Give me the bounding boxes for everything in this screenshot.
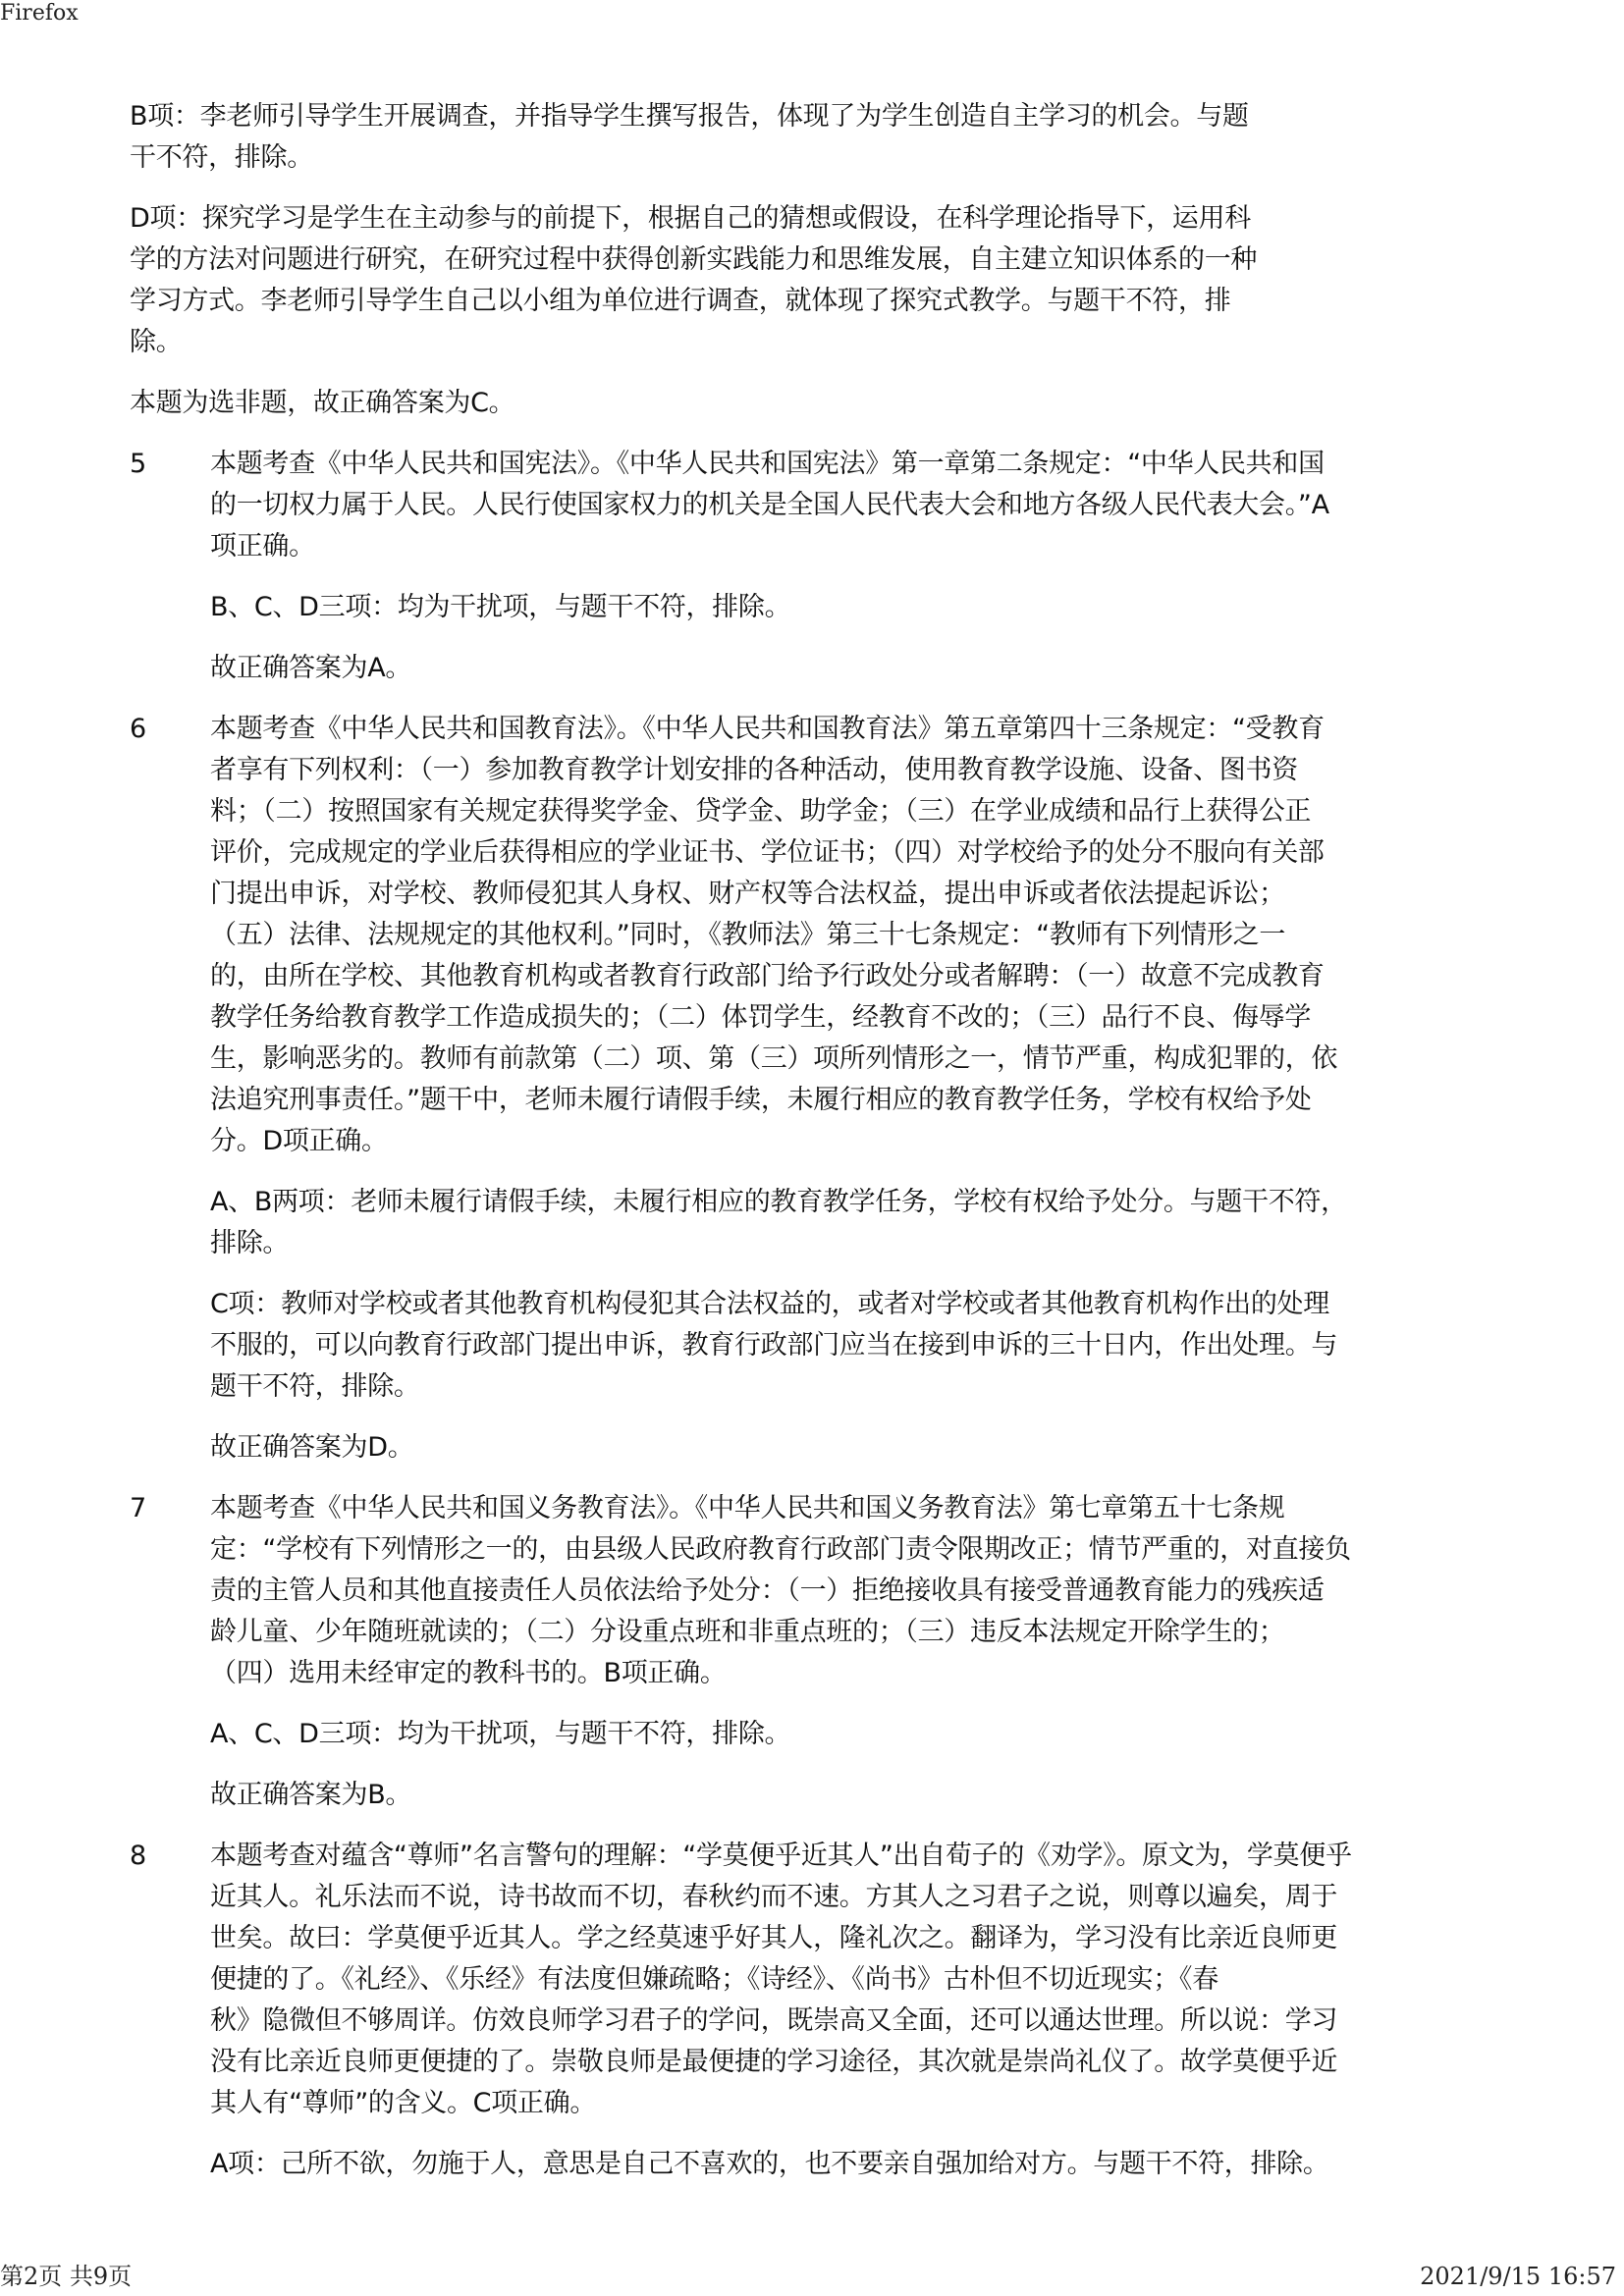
option-analysis: A、C、D三项：均为干扰项，与题干不符，排除。 (210, 1719, 791, 1749)
question-item-5 (130, 444, 1465, 689)
paragraph-answer-c: 本题为选非题，故正确答案为C。 (130, 388, 515, 418)
paragraph-option-b: B项：李老师引导学生开展调查，并指导学生撰写报告，体现了为学生创造自主学习的机会。与题 干不符，排除。 (130, 101, 1249, 173)
paragraph-option-d: D项：探究学习是学生在主动参与的前提下，根据自己的猜想或假设，在科学理论指导下，运用科 学的方法对问题进行研究，在研究过程中获得创新实践能力和思维发展，自主建立知识体系的一种 学习方式。李老师引导学生自己以小组为单位进行调查，就体现了探究式教学。与题干不符，排 除。 (130, 203, 1258, 357)
browser-title: Firefox (0, 1, 79, 26)
question-item-8 (130, 1836, 1465, 2185)
question-explanation: 本题考查《中华人民共和国义务教育法》。《中华人民共和国义务教育法》第七章第五十七条规 定：“学校有下列情形之一的，由县级人民政府教育行政部门责令限期改正；情节严重的，对直接负 责的主管人员和其他直接责任人员依法给予处分：（一）拒绝接收具有接受普通教育能力的残疾适 龄儿童、少年随班就读的；（二）分设重点班和非重点班的；（三）违反本法规定开除学生的； （四）选用未经审定的教科书的。B项正确。 (210, 1493, 1351, 1688)
print-timestamp: 2021/9/15 16:57 (1420, 2263, 1616, 2290)
document-body (130, 96, 1465, 2205)
option-analysis: A项：己所不欲，勿施于人，意思是自己不喜欢的，也不要亲自强加给对方。与题干不符，排除。 (210, 2149, 1329, 2179)
option-analysis: B、C、D三项：均为干扰项，与题干不符，排除。 (210, 592, 791, 622)
question-number: 5 (130, 449, 147, 479)
answer-line: 故正确答案为D。 (210, 1432, 414, 1463)
question-explanation: 本题考查《中华人民共和国宪法》。《中华人民共和国宪法》第一章第二条规定：“中华人民共和国 的一切权力属于人民。人民行使国家权力的机关是全国人民代表大会和地方各级人民代表大会。”A 项正确。 (210, 449, 1329, 561)
question-item-7 (130, 1488, 1465, 1816)
answer-line: 故正确答案为A。 (210, 653, 412, 683)
question-number: 6 (130, 714, 147, 744)
option-analysis: A、B两项：老师未履行请假手续，未履行相应的教育教学任务，学校有权给予处分。与题干不符， 排除。 (210, 1187, 1347, 1258)
question-explanation: 本题考查对蕴含“尊师”名言警句的理解：“学莫便乎近其人”出自荀子的《劝学》。原文为，学莫便乎 近其人。礼乐法而不说，诗书故而不切，春秋约而不速。方其人之习君子之说，则尊以遍矣，周于 世矣。故曰：学莫便乎近其人。学之经莫速乎好其人，隆礼次之。翻译为，学习没有比亲近良师更 便捷的了。《礼经》、《乐经》有法度但嫌疏略；《诗经》、《尚书》古朴但不切近现实；《春 秋》隐微但不够周详。仿效良师学习君子的学问，既崇高又全面，还可以通达世理。所以说：学习 没有比亲近良师更便捷的了。崇敬良师是最便捷的学习途径，其次就是崇尚礼仪了。故学莫便乎近 其人有“尊师”的含义。C项正确。 (210, 1841, 1352, 2118)
question-item-6 (130, 709, 1465, 1468)
question-number: 8 (130, 1841, 147, 1871)
question-number: 7 (130, 1493, 147, 1523)
answer-line: 故正确答案为B。 (210, 1780, 412, 1810)
question-explanation: 本题考查《中华人民共和国教育法》。《中华人民共和国教育法》第五章第四十三条规定：“受教育 者享有下列权利：（一）参加教育教学计划安排的各种活动，使用教育教学设施、设备、图书资 料；（二）按照国家有关规定获得奖学金、贷学金、助学金；（三）在学业成绩和品行上获得公正 评价，完成规定的学业后获得相应的学业证书、学位证书；（四）对学校给予的处分不服向有关部 门提出申诉，对学校、教师侵犯其人身权、财产权等合法权益，提出申诉或者依法提起诉讼； （五）法律、法规规定的其他权利。”同时，《教师法》第三十七条规定：“教师有下列情形之一 的，由所在学校、其他教育机构或者教育行政部门给予行政处分或者解聘：（一）故意不完成教育 教学任务给教育教学工作造成损失的；（二）体罚学生，经教育不改的；（三）品行不良、侮辱学 生，影响恶劣的。教师有前款第（二）项、第（三）项所列情形之一，情节严重，构成犯罪的，依 法追究刑事责任。”题干中，老师未履行请假手续，未履行相应的教育教学任务，学校有权给予处 分。D项正确。 (210, 714, 1338, 1156)
page-indicator: 第2页 共9页 (0, 2263, 133, 2290)
option-analysis: C项：教师对学校或者其他教育机构侵犯其合法权益的，或者对学校或者其他教育机构作出的处理 不服的，可以向教育行政部门提出申诉，教育行政部门应当在接到申诉的三十日内，作出处理。与 题干不符，排除。 (210, 1289, 1338, 1402)
